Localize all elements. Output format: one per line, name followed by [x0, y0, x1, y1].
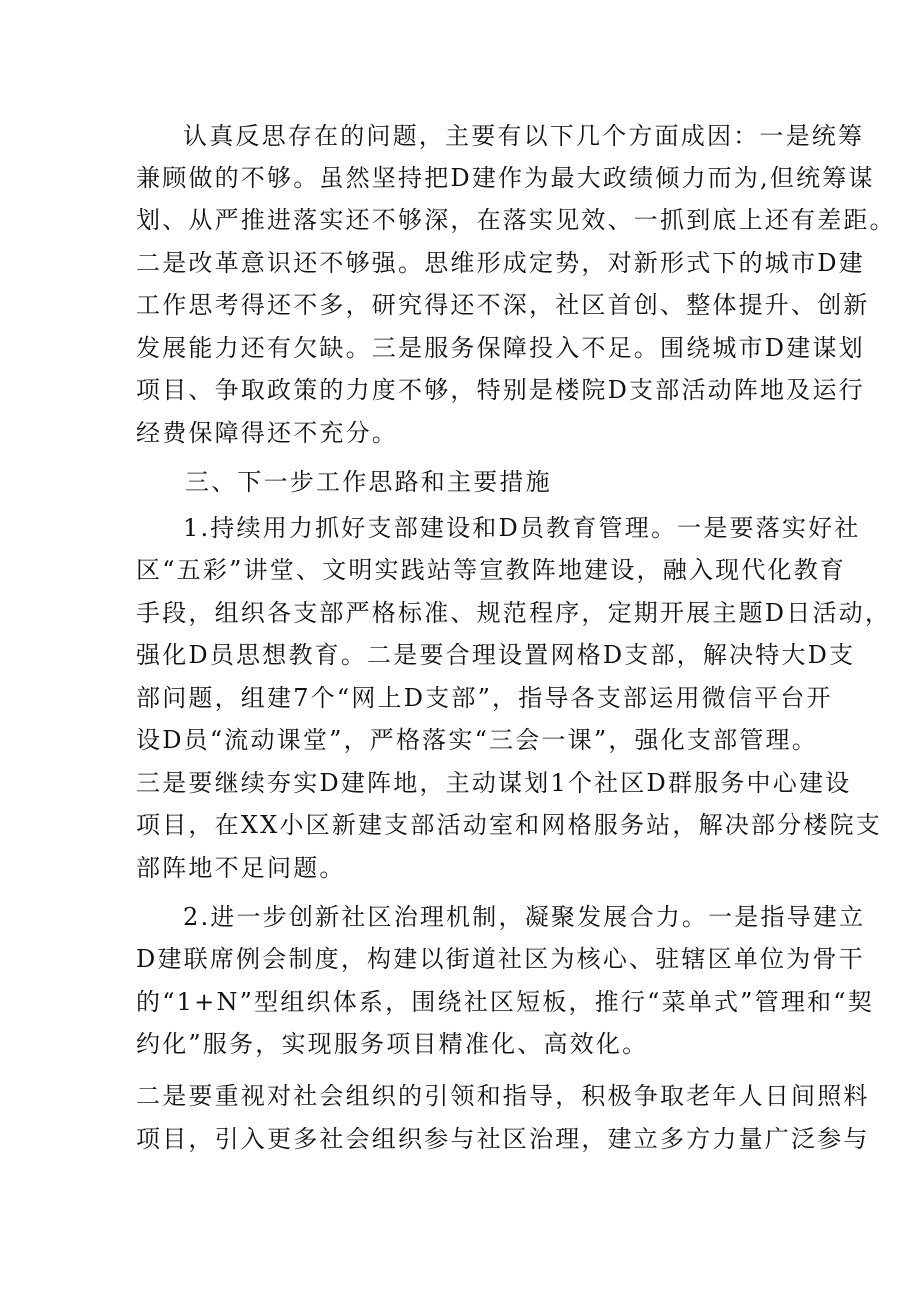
paragraph-line: 设D员“流动课堂”，严格落实“三会一课”，强化支部管理。 [136, 726, 818, 754]
paragraph-line: 项目，在XX小区新建支部活动室和网格服务站，解决部分楼院支 [136, 811, 882, 839]
paragraph-line: 经费保障得还不充分。 [136, 419, 398, 447]
paragraph-line: 项目、争取政策的力度不够，特别是楼院D支部活动阵地及运行 [136, 376, 865, 404]
paragraph-line: 的“1+N”型组织体系，围绕社区短板，推行“菜单式”管理和“契 [136, 988, 874, 1016]
paragraph-line: 强化D员思想教育。二是要合理设置网格D支部，解决特大D支 [136, 641, 856, 669]
paragraph-line: 区“五彩”讲堂、文明实践站等宣教阵地建设，融入现代化教育 [136, 556, 847, 584]
paragraph-line: 认真反思存在的问题，主要有以下几个方面成因：一是统筹 [183, 122, 865, 150]
paragraph-line: 部阵地不足问题。 [136, 854, 346, 882]
paragraph-line: 约化”服务，实现服务项目精准化、高效化。 [136, 1030, 649, 1058]
paragraph-line: 手段，组织各支部严格标准、规范程序，定期开展主题D日活动， [136, 599, 892, 627]
paragraph-line: 部问题，组建7个“网上D支部”，指导各支部运用微信平台开 [136, 684, 833, 712]
paragraph-line: 三是要继续夯实D建阵地，主动谋划1个社区D群服务中心建设 [136, 769, 852, 797]
paragraph-line: 划、从严推进落实还不够深，在落实见效、一抓到底上还有差距。 [136, 206, 896, 234]
paragraph-line: 2.进一步创新社区治理机制，凝聚发展合力。一是指导建立 [183, 903, 866, 931]
paragraph-line: 项目，引入更多社会组织参与社区治理，建立多方力量广泛参与 [136, 1125, 870, 1153]
paragraph-line: 发展能力还有欠缺。三是服务保障投入不足。围绕城市D建谋划 [136, 334, 865, 362]
section-heading: 三、下一步工作思路和主要措施 [185, 468, 552, 496]
paragraph-line: 1.持续用力抓好支部建设和D员教育管理。一是要落实好社 [183, 514, 861, 542]
paragraph-line: D建联席例会制度，构建以街道社区为核心、驻辖区单位为骨干 [136, 945, 865, 973]
paragraph-line: 工作思考得还不多，研究得还不深，社区首创、整体提升、创新 [136, 291, 870, 319]
paragraph-line: 二是要重视对社会组织的引领和指导，积极争取老年人日间照料 [136, 1082, 870, 1110]
paragraph-line: 兼顾做的不够。虽然坚持把D建作为最大政绩倾力而为,但统筹谋 [136, 164, 875, 192]
paragraph-line: 二是改革意识还不够强。思维形成定势，对新形式下的城市D建 [136, 249, 865, 277]
